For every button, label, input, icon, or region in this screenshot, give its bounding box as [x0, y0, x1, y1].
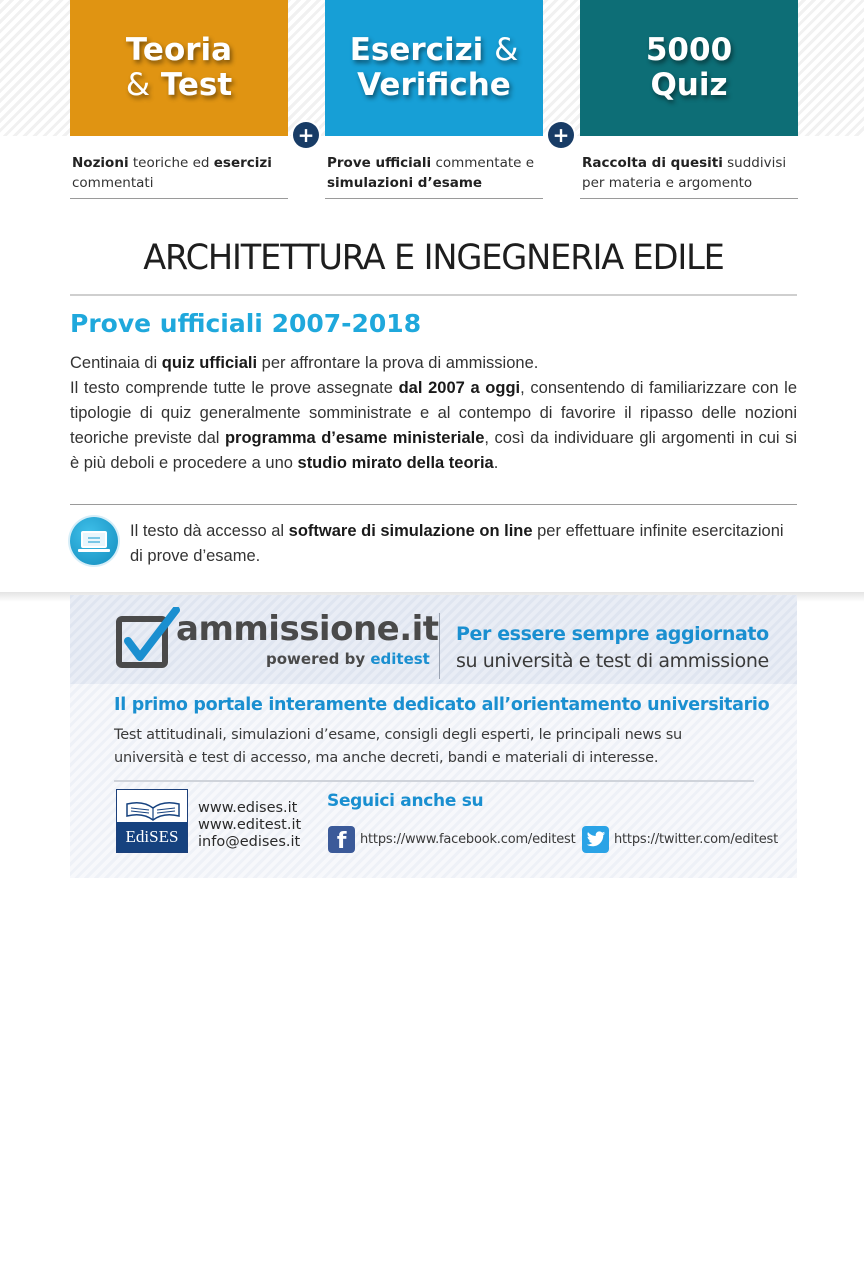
brand-name: ammissione.it	[176, 609, 439, 649]
ampersand: &	[125, 67, 151, 103]
title-divider	[70, 294, 797, 296]
promo-title: Il primo portale interamente dedicato all’orientamento universitario	[114, 695, 770, 715]
facebook-url[interactable]: https://www.facebook.com/editest	[360, 832, 576, 847]
card-quiz	[580, 0, 798, 136]
facebook-link[interactable]	[328, 826, 576, 853]
ampersand: &	[494, 32, 519, 68]
body-text-span: per affrontare la prova di ammissione.	[257, 354, 539, 372]
desc-bold: Raccolta di quesiti	[582, 155, 723, 171]
software-text: per effettuare infinite esercitazioni di prove d’esame.	[130, 522, 784, 565]
promo-text: Test attitudinali, simulazioni d’esame, consigli degli esperti, le principali news su università e test di accesso, ma anche decreti, bandi e materiali di interesse.	[114, 727, 683, 766]
card-description-teoria	[70, 153, 288, 199]
plus-icon: +	[293, 122, 319, 148]
desc-text: commentate e	[431, 155, 535, 171]
promo-header	[70, 595, 797, 684]
powered-by-label: powered by	[266, 650, 366, 668]
book-icon	[125, 796, 181, 822]
card-description-quiz	[580, 153, 798, 199]
follow-us-title: Seguici anche su	[327, 791, 484, 811]
contact-website[interactable]: www.edises.it	[198, 800, 298, 816]
card-teoria-test	[70, 0, 288, 136]
card-title-line1: 5000	[645, 32, 733, 68]
desc-bold: Nozioni	[72, 155, 129, 171]
body-text-span: Centinaia di	[70, 354, 162, 372]
description-paragraph	[70, 351, 797, 476]
card-description-esercizi	[325, 153, 543, 199]
card-title-line1: Teoria	[125, 32, 233, 68]
desc-text: teoriche ed	[128, 155, 214, 171]
card-title-line2: Test	[160, 67, 233, 103]
software-bold: software di simulazione on line	[288, 522, 533, 540]
promo-tagline-2: su università e test di ammissione	[456, 650, 769, 672]
laptop-icon	[70, 517, 118, 565]
desc-text: suddivisi per materia e argomento	[582, 155, 787, 191]
facebook-icon: f	[328, 826, 355, 853]
twitter-icon	[582, 826, 609, 853]
section-divider	[70, 504, 797, 505]
page-subtitle: Prove ufficiali 2007-2018	[70, 309, 422, 338]
desc-text: commentati	[72, 175, 154, 191]
plus-icon: +	[548, 122, 574, 148]
card-title-line2: Quiz	[650, 67, 728, 103]
body-text-span: , così da individuare gli argomenti in cui si è più deboli e procedere a uno	[70, 429, 797, 472]
contact-website[interactable]: www.editest.it	[198, 817, 302, 833]
page-title: ARCHITETTURA E INGEGNERIA EDILE	[143, 238, 724, 278]
card-esercizi-verifiche	[325, 0, 543, 136]
body-bold: programma d’esame ministeriale	[224, 429, 485, 447]
software-text: Il testo dà accesso al	[130, 522, 289, 540]
body-bold: studio mirato della teoria	[297, 454, 494, 472]
twitter-url[interactable]: https://twitter.com/editest	[614, 832, 778, 847]
desc-bold: esercizi	[213, 155, 272, 171]
powered-brand: editest	[370, 650, 430, 668]
ammissione-promo	[70, 595, 797, 878]
body-bold: dal 2007 a oggi	[398, 379, 521, 397]
checkbox-check-icon	[116, 607, 180, 671]
edises-logo-text: EdiSES	[117, 822, 187, 852]
body-text-span: .	[493, 454, 499, 472]
contact-email[interactable]: info@edises.it	[198, 834, 301, 850]
software-note	[130, 519, 797, 569]
card-title-line1: Esercizi	[349, 32, 484, 68]
body-text-span: Il testo comprende tutte le prove assegnate	[70, 379, 399, 397]
desc-bold: Prove ufficiali	[327, 155, 432, 171]
promo-tagline-1: Per essere sempre aggiornato	[456, 623, 769, 645]
twitter-link[interactable]	[582, 826, 778, 853]
desc-bold: simulazioni d’esame	[327, 175, 483, 191]
card-title-line2: Verifiche	[357, 67, 511, 103]
promo-divider	[114, 780, 754, 782]
header-divider	[439, 613, 440, 679]
edises-logo	[116, 789, 188, 853]
body-text-span: , consentendo di familiarizzare con le tipologie di quiz generalmente somministrate e al contempo di favorire il ripasso delle nozioni teoriche previste dal	[70, 379, 798, 447]
powered-by	[266, 650, 430, 668]
body-bold: quiz ufficiali	[161, 354, 258, 372]
contacts-list	[198, 800, 301, 851]
